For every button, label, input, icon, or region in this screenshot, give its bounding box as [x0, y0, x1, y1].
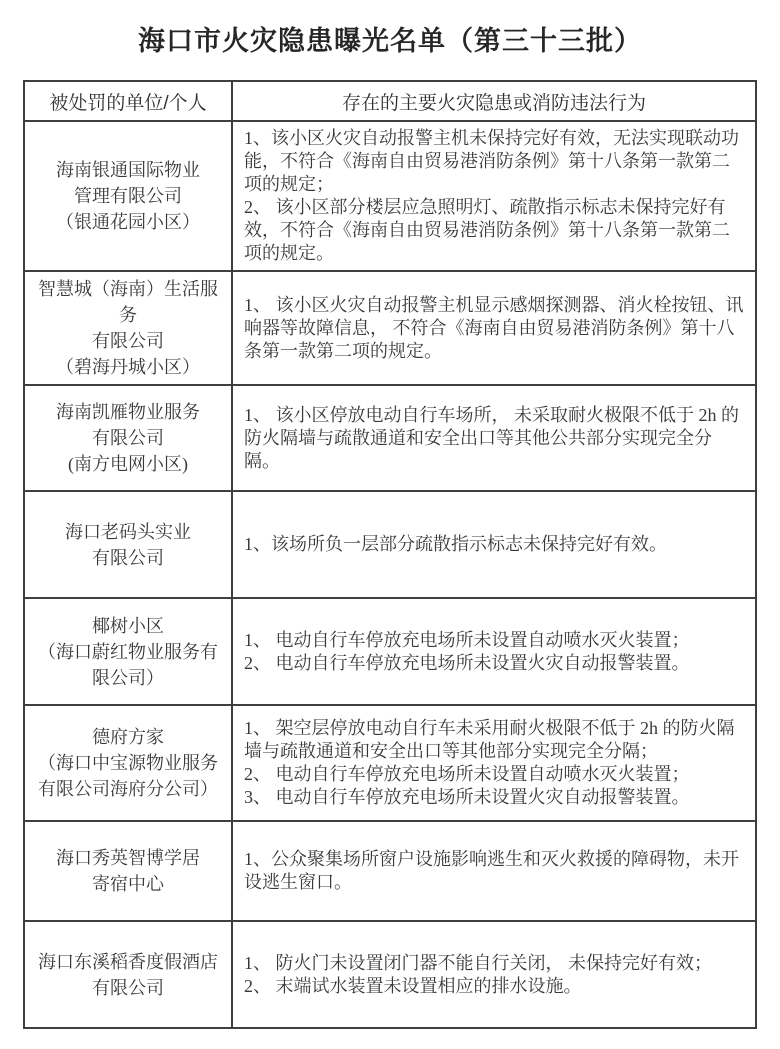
violation-item: 1、 该小区火灾自动报警主机显示感烟探测器、消火栓按钮、讯响器等故障信息， 不符合《海南自由贸易港消防条例》第十八条第一款第二项的规定。: [244, 294, 744, 361]
unit-name-line: 海口老码头实业: [65, 521, 191, 542]
violation-item: 1、 该小区停放电动自行车场所， 未采取耐火极限不低于 2h 的防火隔墙与疏散通道和安全出口等其他公共部分实现完全分隔。: [244, 404, 739, 471]
table-row: [24, 491, 756, 598]
table-body: [24, 121, 756, 1028]
table-header: [24, 81, 756, 121]
unit-name-line: 限公司）: [92, 667, 164, 688]
unit-name-line: 德府方家: [92, 727, 164, 747]
unit-name-line: 有限公司: [92, 331, 164, 351]
unit-name-line: 寄宿中心: [92, 874, 164, 894]
violations-cell: [232, 821, 756, 921]
unit-cell: [24, 491, 232, 598]
table-row: [24, 921, 756, 1028]
table-row: [24, 271, 756, 385]
unit-name-line: （海口中宝源物业服务: [38, 753, 218, 773]
violations-cell: [232, 491, 756, 598]
unit-cell: [24, 385, 232, 491]
unit-name-line: （海口蔚红物业服务有: [38, 641, 218, 662]
table-row: [24, 598, 756, 705]
unit-name-line: 有限公司: [92, 977, 164, 998]
unit-cell: [24, 705, 232, 821]
violation-item: 1、 架空层停放电动自行车未采用耐火极限不低于 2h 的防火隔墙与疏散通道和安全出口等其他部分实现完全分隔；: [244, 718, 735, 761]
page-title: 海口市火灾隐患曝光名单（第三十三批）: [138, 26, 642, 56]
unit-cell: [24, 921, 232, 1028]
unit-cell: [24, 598, 232, 705]
unit-name-line: 海南凯雁物业服务: [56, 402, 200, 422]
violation-item: 2、 电动自行车停放充电场所未设置火灾自动报警装置。: [244, 652, 690, 673]
unit-cell: [24, 271, 232, 385]
unit-name-line: （银通花园小区）: [56, 212, 200, 232]
unit-name-line: 海口秀英智博学居: [56, 848, 200, 868]
header-row: [24, 81, 756, 121]
unit-cell: [24, 121, 232, 271]
violation-item: 2、 末端试水装置未设置相应的排水设施。: [244, 975, 582, 996]
violations-cell: [232, 598, 756, 705]
unit-name-line: 智慧城（海南）生活服务: [38, 279, 218, 325]
violation-item: 2、 电动自行车停放充电场所未设置自动喷水灭火装置；: [244, 764, 690, 784]
violation-item: 1、该场所负一层部分疏散指示标志未保持完好有效。: [244, 534, 667, 554]
unit-name-line: 有限公司海府分公司）: [38, 779, 218, 799]
violation-item: 1、 防火门未设置闭门器不能自行关闭， 未保持完好有效；: [244, 952, 712, 973]
violation-item: 1、 电动自行车停放充电场所未设置自动喷水灭火装置；: [244, 629, 690, 650]
unit-name-line: 有限公司: [92, 428, 164, 448]
unit-name-line: 海南银通国际物业: [56, 160, 200, 180]
violations-cell: [232, 385, 756, 491]
table-row: [24, 821, 756, 921]
violations-cell: [232, 271, 756, 385]
unit-name-line: (南方电网小区): [68, 454, 188, 474]
unit-name-line: 椰树小区: [92, 615, 164, 636]
unit-name-line: 有限公司: [92, 547, 164, 568]
header-violations-column: 存在的主要火灾隐患或消防违法行为: [232, 81, 756, 121]
unit-name-line: 海口东溪稻香度假酒店: [38, 951, 218, 972]
hazard-table: [23, 80, 757, 1029]
table-row: [24, 385, 756, 491]
unit-cell: [24, 821, 232, 921]
violation-item: 1、该小区火灾自动报警主机未保持完好有效，无法实现联动功能，不符合《海南自由贸易港消防条例》第十八条第一款第二项的规定；: [244, 128, 739, 194]
table-row: [24, 705, 756, 821]
table-row: [24, 121, 756, 271]
violation-item: 3、 电动自行车停放充电场所未设置火灾自动报警装置。: [244, 787, 690, 807]
violations-cell: [232, 705, 756, 821]
violation-item: 2、 该小区部分楼层应急照明灯、疏散指示标志未保持完好有效，不符合《海南自由贸易港消防条例》第十八条第一款第二项的规定。: [244, 197, 730, 263]
violation-item: 1、公众聚集场所窗户设施影响逃生和灭火救援的障碍物，未开设逃生窗口。: [244, 849, 739, 892]
unit-name-line: （碧海丹城小区）: [56, 357, 200, 377]
header-unit-column: 被处罚的单位/个人: [24, 81, 232, 121]
unit-name-line: 管理有限公司: [74, 186, 182, 206]
violations-cell: [232, 121, 756, 271]
violations-cell: [232, 921, 756, 1028]
